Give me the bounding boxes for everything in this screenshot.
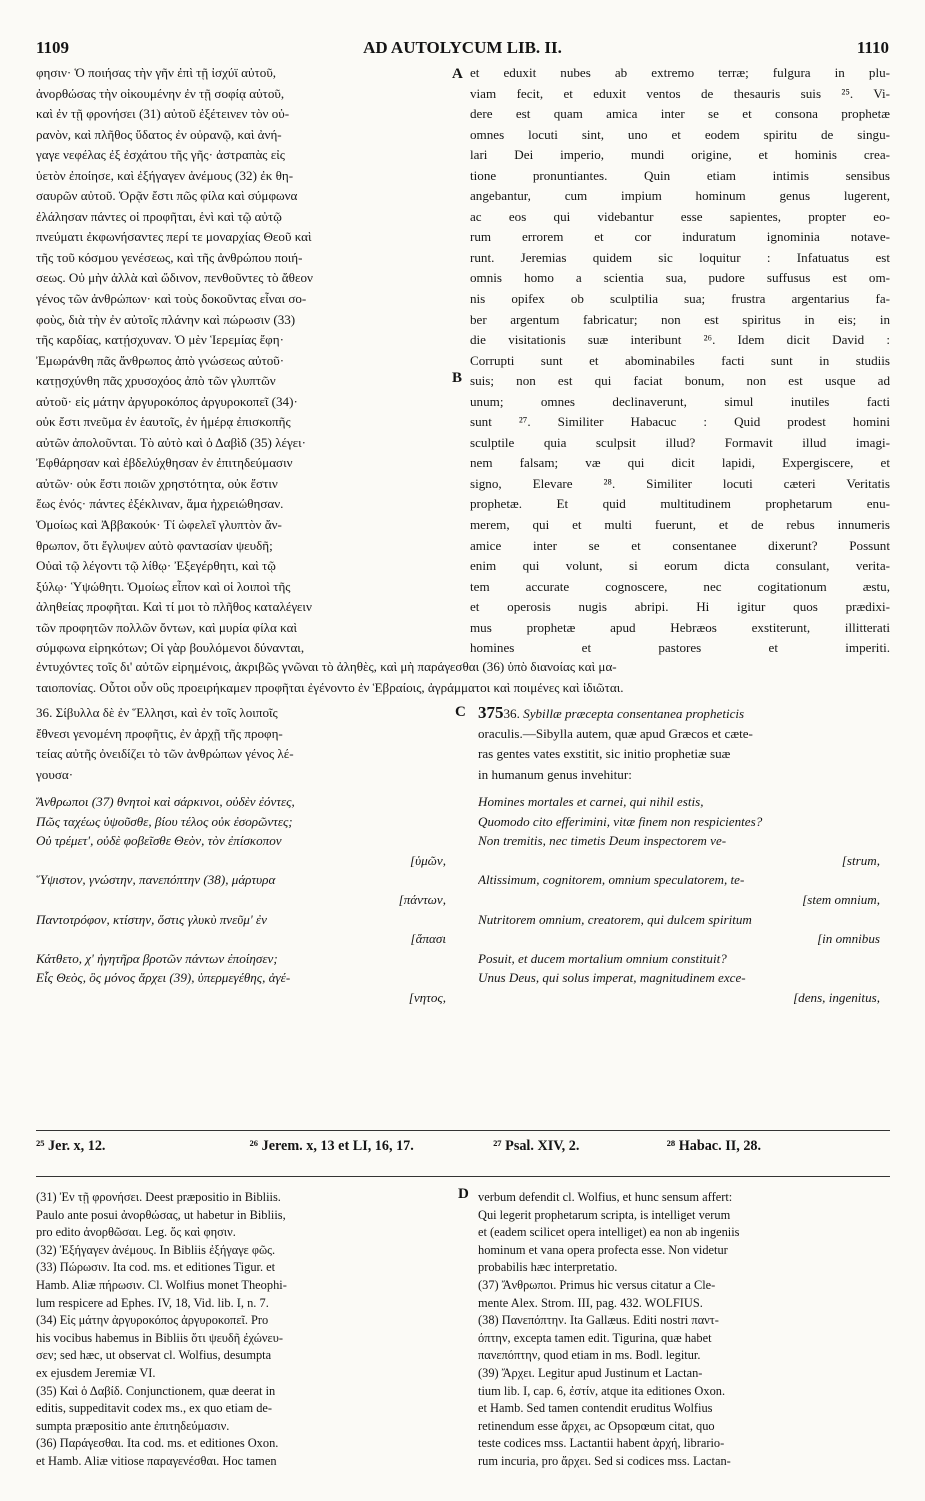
full-width-line-2: ταιοπονίας. Οὗτοι οὖν οὓς προειρήκαμεν προφῆται ἐγένοντο ἐν Ἑβραίοις, ἀγράμματοι καὶ ποιμένες καὶ ἰδιῶται. bbox=[36, 680, 624, 695]
footnote-line: lum respicere ad Ephes. IV, 18, Vid. lib. I, n. 7. bbox=[36, 1295, 269, 1310]
greek-poem bbox=[36, 792, 456, 1008]
running-header bbox=[36, 38, 889, 64]
latin-line: unum; omnes declinaverunt, simul inutiles facti bbox=[470, 393, 890, 409]
margin-marker-d: D bbox=[458, 1186, 469, 1202]
latin-line: suis; non est qui faciat bonum, non est usque ad bbox=[470, 373, 890, 389]
footnote-line: (36) Παράγεσθαι. Ita cod. ms. et editiones Oxon. bbox=[36, 1436, 279, 1451]
greek-line: ἐλάλησαν πάντες οἱ προφῆται, ἑνὶ καὶ τῷ αὐτῷ bbox=[36, 208, 282, 224]
footnote-line: (37) Ἄνθρωποι. Primus hic versus citatur a Cle- bbox=[478, 1277, 716, 1292]
greek-line: αὐτῶν· οὐκ ἔστι ποιῶν χρηστότητα, οὐκ ἔστιν bbox=[36, 475, 278, 491]
latin-line: sculptile quia sculpsit illud? Formavit illud imagi- bbox=[470, 434, 890, 450]
latin-line: prophetæ. Et quid multitudinem prophetarum enu- bbox=[470, 496, 890, 512]
greek-line: φησιν· Ὁ ποιήσας τὴν γῆν ἐπὶ τῇ ἰσχύϊ αὐτοῦ, bbox=[36, 65, 277, 80]
section-title: Sybillæ præcepta consentanea propheticis bbox=[523, 706, 745, 721]
margin-marker-c: C bbox=[455, 704, 466, 720]
greek-line: οὐκ ἔστι πνεῦμα ἐν ἑαυτοῖς, ἐν ἡμέρᾳ ἐπισκοπῆς bbox=[36, 414, 291, 430]
footnote-line: σεν; sed hæc, ut observat cl. Wolfius, desumpta bbox=[36, 1348, 272, 1363]
footnote-line: (38) Πανεπόπτην. Ita Gallæus. Editi nostri παντ- bbox=[478, 1313, 719, 1328]
footnote-line: sumpta præpositio ante ἐπιτηδεύμασιν. bbox=[36, 1418, 230, 1433]
footnote-line: teste codices mss. Lactantii habent ἀρχή, librario- bbox=[478, 1436, 725, 1451]
greek-line: ρανὸν, καὶ πλῆθος ὕδατος ἐν οὐρανῷ, καὶ ἀνή- bbox=[36, 126, 282, 142]
footnote-line: hominum et vana opera profecta esse. Non videtur bbox=[478, 1242, 728, 1257]
poem-line: [νητος, bbox=[408, 989, 446, 1005]
greek-line: σεως. Οὐ μὴν ἀλλὰ καὶ ὤδινον, πενθοῦντες τὸ ἄθεον bbox=[36, 270, 313, 286]
scripture-references bbox=[36, 1138, 890, 1155]
greek-line: τῶν προφητῶν πολλῶν ὄντων, καὶ μυρία φίλα καὶ bbox=[36, 619, 297, 635]
latin-line: angebantur, cum impium hominum genus lugerent, bbox=[470, 188, 890, 204]
footnote-line: retinendum esse ἄρχει, ac Opsopœum citat, quo bbox=[478, 1418, 715, 1433]
latin-line: Corrupti sunt et abominabiles facti sunt in studiis bbox=[470, 352, 890, 368]
poem-line: Quomodo cito efferimini, vitæ finem non respicientes? bbox=[478, 813, 763, 829]
greek-line: θρωπον, ὅτι ἔγλυψεν αὐτὸ φαντασίαν ψευδῆ; bbox=[36, 537, 273, 553]
section-number-375: 375 bbox=[478, 703, 504, 722]
reference-26: ²⁶ Jerem. x, 13 et LI, 16, 17. bbox=[249, 1138, 414, 1154]
greek-line: γαγε νεφέλας ἐξ ἐσχάτου τῆς γῆς· ἀστραπὰς εἰς bbox=[36, 147, 285, 163]
greek-line: ἀληθείας προφῆται. Καὶ τί μοι τὸ πλῆθος καταλέγειν bbox=[36, 599, 312, 615]
latin-line: in humanum genus invehitur: bbox=[478, 766, 632, 782]
latin-line: et operosis nugis abripi. Hi igitur quos prædixi- bbox=[470, 599, 890, 615]
margin-marker-b: B bbox=[452, 370, 463, 386]
latin-line: rum errorem et cor induratum ignominia notave- bbox=[470, 229, 890, 245]
latin-line: ber argentum fabricatur; non est spiritus in eis; in bbox=[470, 311, 890, 327]
latin-line: ras gentes vates exstitit, sic initio prophetiæ suæ bbox=[478, 746, 731, 762]
greek-line: καὶ ἐν τῇ φρονήσει (31) αὐτοῦ ἐξέτεινεν τὸν οὐ- bbox=[36, 106, 290, 122]
latin-line: omnes locuti sint, uno et eodem spiritu de singu- bbox=[470, 126, 890, 142]
latin-line: homines et pastores et imperiti. bbox=[470, 640, 890, 656]
footnote-line: ex ejusdem Jeremiæ VI. bbox=[36, 1365, 156, 1380]
latin-section-36 bbox=[478, 703, 890, 785]
greek-line: τῆς τοῦ κόσμου γενέσεως, καὶ τῆς ἀνθρώπου ποιή- bbox=[36, 249, 303, 265]
greek-line: ἔθνεσι γενομένη προφῆτις, ἐν ἀρχῇ τῆς προφη- bbox=[36, 725, 283, 741]
reference-28: ²⁸ Habac. II, 28. bbox=[666, 1138, 762, 1154]
greek-line: 36. Σίβυλλα δὲ ἐν Ἕλλησι, καὶ ἐν τοῖς λοιποῖς bbox=[36, 705, 278, 720]
greek-line: φοὺς, διὰ τὴν ἐν αὐτοῖς πλάνην καὶ πώρωσιν (33) bbox=[36, 311, 296, 327]
poem-line: [dens, ingenitus, bbox=[793, 989, 880, 1005]
poem-line: [πάντων, bbox=[398, 891, 446, 907]
greek-line: γένος τῶν ἀνθρώπων· καὶ τοὺς δοκοῦντας εἶναι σο- bbox=[36, 291, 307, 307]
footnote-line: όπτην, excepta tamen edit. Tigurina, quæ habet bbox=[478, 1330, 712, 1345]
greek-line: Ἐφθάρησαν καὶ ἐβδελύχθησαν ἐν ἐπιτηδεύμασιν bbox=[36, 455, 293, 471]
full-width-line-1: ἐντυχόντες τοῖς δι' αὐτῶν εἰρημένοις, ἀκριβῶς γνῶναι τὸ ἀληθὲς, καὶ μὴ παράγεσθαι (36) ὑπὸ διανοίας καὶ μα- bbox=[36, 659, 617, 674]
footnote-line: Hamb. Aliæ πήρωσιν. Cl. Wolfius monet Theophi- bbox=[36, 1277, 287, 1292]
greek-line: ξύλῳ· Ὑψώθητι. Ὁμοίως εἶπον καὶ οἱ λοιποὶ τῆς bbox=[36, 578, 291, 594]
footnote-line: Paulo ante posui ἀνορθώσας, ut habetur in Bibliis, bbox=[36, 1207, 286, 1222]
footnote-line: (39) Ἄρχει. Legitur apud Justinum et Lactan- bbox=[478, 1365, 703, 1380]
footnote-line: et (eadem scilicet opera intelliget) ea non ab ingeniis bbox=[478, 1225, 740, 1240]
latin-line: oraculis.—Sibylla autem, quæ apud Græcos et cæte- bbox=[478, 725, 753, 741]
latin-line: et eduxit nubes ab extremo terræ; fulgura in plu- bbox=[470, 65, 890, 80]
latin-line: nem falsam; væ qui dicit lapidi, Expergiscere, et bbox=[470, 455, 890, 471]
greek-line: Ὁμοίως καὶ Ἀββακούκ· Τί ὠφελεῖ γλυπτὸν ἄν- bbox=[36, 517, 282, 533]
latin-line: mus prophetæ apud Hebræos exstiterunt, illitterati bbox=[470, 619, 890, 635]
section-number: 36. bbox=[503, 706, 520, 721]
poem-line: Unus Deus, qui solus imperat, magnitudinem exce- bbox=[478, 970, 746, 986]
greek-line: κατῃσχύνθη πᾶς χρυσοχόος ἀπὸ τῶν γλυπτῶν bbox=[36, 373, 276, 389]
greek-line: σύμφωνα εἰρηκότων; Οἱ γὰρ βουλόμενοι δύνανται, bbox=[36, 640, 305, 656]
greek-column bbox=[36, 63, 456, 659]
running-title: AD AUTOLYCUM LIB. II. bbox=[363, 38, 562, 57]
margin-marker-a: A bbox=[452, 66, 463, 82]
greek-line: γουσα· bbox=[36, 766, 74, 782]
footnote-line: his vocibus habemus in Bibliis ὅτι ψευδῆ ἐχώνευ- bbox=[36, 1330, 283, 1345]
latin-line: nis opifex ob sculptilia sua; frustra argentarius fa- bbox=[470, 291, 890, 307]
footnote-line: Qui legerit prophetarum scripta, is intelliget verum bbox=[478, 1207, 731, 1222]
greek-line: ἀνορθώσας τὴν οἰκουμένην ἐν τῇ σοφίᾳ αὐτοῦ, bbox=[36, 85, 285, 101]
latin-line: enim qui volunt, si eorum dicta consulant, verita- bbox=[470, 558, 890, 574]
latin-column bbox=[470, 63, 890, 659]
reference-27: ²⁷ Psal. XIV, 2. bbox=[493, 1138, 580, 1154]
footnote-line: pro edito ἀνορθῶσαι. Leg. ὅς καὶ φησιν. bbox=[36, 1225, 236, 1240]
poem-line: [strum, bbox=[841, 852, 880, 868]
greek-line: τείας αὐτῆς ὀνειδίζει τὸ τῶν ἀνθρώπων γένος λέ- bbox=[36, 746, 294, 762]
latin-line: ac eos qui videbantur esse sapientes, propter eo- bbox=[470, 208, 890, 224]
poem-line: Ἄνθρωποι (37) θνητοὶ καὶ σάρκινοι, οὐδὲν ἐόντες, bbox=[36, 794, 295, 809]
greek-line: ὑετὸν ἐποίησε, καὶ ἐξήγαγεν ἀνέμους (32) ἐκ θη- bbox=[36, 167, 294, 183]
poem-line: [stem omnium, bbox=[802, 891, 880, 907]
latin-line: runt. Jeremias quidem sic loquitur : Infatuatus est bbox=[470, 249, 890, 265]
latin-line: tione pronuntiantes. Quin etiam intimis sensibus bbox=[470, 167, 890, 183]
poem-line: Homines mortales et carnei, qui nihil estis, bbox=[478, 794, 704, 809]
latin-line: tem accurate cognoscere, nec cogitationum æstu, bbox=[470, 578, 890, 594]
greek-line: Οὐαὶ τῷ λέγοντι τῷ λίθῳ· Ἐξεγέρθητι, καὶ τῷ bbox=[36, 558, 276, 574]
greek-line: αὐτοῦ· εἰς μάτην ἀργυροκόπος ἀργυροκοπεῖ (34)· bbox=[36, 393, 298, 409]
poem-line: Ὕψιστον, γνώστην, πανεπόπτην (38), μάρτυρα bbox=[36, 872, 276, 888]
poem-line: [ἅπασι bbox=[410, 931, 446, 947]
latin-section-36-lines bbox=[478, 724, 890, 786]
latin-line: viam fecit, et eduxit ventos de thesauris suis ²⁵. Vi- bbox=[470, 85, 890, 101]
latin-line: sunt ²⁷. Similiter Habacuc : Quid prodest homini bbox=[470, 414, 890, 430]
latin-line: omnis homo a scientia sua, pudore suffusus est om- bbox=[470, 270, 890, 286]
footnote-line: verbum defendit cl. Wolfius, et hunc sensum affert: bbox=[478, 1190, 733, 1204]
latin-section-36-heading bbox=[478, 703, 890, 724]
footnote-line: (31) Ἐν τῇ φρονήσει. Deest præpositio in Bibliis. bbox=[36, 1190, 281, 1204]
poem-line: Nutritorem omnium, creatorem, qui dulcem spiritum bbox=[478, 911, 752, 927]
footnote-line: (34) Εἰς μάτην ἀργυροκόπος ἀργυροκοπεῖ. Pro bbox=[36, 1313, 269, 1328]
footnotes-left bbox=[36, 1189, 456, 1471]
greek-line: αὐτῶν ἀπολοῦνται. Τὸ αὐτὸ καὶ ὁ Δαβὶδ (35) λέγει· bbox=[36, 434, 306, 450]
poem-line: Κάτθετο, χ' ἡγητῆρα βροτῶν πάντων ἐποίησεν; bbox=[36, 950, 278, 966]
latin-line: merem, qui et multi fuerunt, et de rebus innumeris bbox=[470, 517, 890, 533]
greek-section-36 bbox=[36, 703, 451, 785]
latin-line: amice inter se et consentanee dixerunt? Possunt bbox=[470, 537, 890, 553]
poem-line: Altissimum, cognitorem, omnium speculatorem, te- bbox=[478, 872, 745, 888]
footnote-line: (35) Καὶ ὁ Δαβίδ. Conjunctionem, quæ deerat in bbox=[36, 1383, 276, 1398]
latin-line: dere est quam amica inter se et consona prophetæ bbox=[470, 106, 890, 122]
footnote-line: (33) Πώρωσιν. Ita cod. ms. et editiones Tigur. et bbox=[36, 1260, 276, 1275]
latin-line: die visitationis suæ interibunt ²⁶. Idem dicit David : bbox=[470, 332, 890, 348]
latin-line: signo, Elevare ²⁸. Similiter locuti cæteri Veritatis bbox=[470, 475, 890, 491]
poem-line: Non tremitis, nec timetis Deum inspectorem ve- bbox=[478, 833, 727, 849]
poem-line: Πῶς ταχέως ὑψοῦσθε, βίου τέλος οὐκ ἐσορῶντες; bbox=[36, 813, 293, 829]
footnote-line: editis, suppeditavit codex ms., ex quo etiam de- bbox=[36, 1401, 273, 1416]
footnote-line: rum incuria, pro ἄρχει. Sed si codices mss. Lactan- bbox=[478, 1453, 731, 1468]
greek-line: τῆς καρδίας, κατῄσχυναν. Ὁ μὲν Ἱερεμίας ἔφη· bbox=[36, 332, 284, 348]
footnote-line: (32) Ἐξήγαγεν ἀνέμους. In Bibliis ἐξήγαγε φῶς. bbox=[36, 1242, 276, 1257]
left-page-number: 1109 bbox=[36, 38, 70, 57]
footnote-line: et Hamb. Sed tamen contendit eruditus Wolfius bbox=[478, 1401, 713, 1416]
footnote-line: et Hamb. Aliæ vitiose παραγενέσθαι. Hoc tamen bbox=[36, 1453, 277, 1468]
latin-line: lari Dei imperio, mundi origine, et hominis crea- bbox=[470, 147, 890, 163]
greek-line: ἕως ἑνός· πάντες ἐξέκλιναν, ἅμα ἠχρειώθησαν. bbox=[36, 496, 284, 512]
greek-line: σαυρῶν αὐτοῦ. Ὁρᾷν ἔστι πῶς φίλα καὶ σύμφωνα bbox=[36, 188, 298, 204]
greek-line: Ἐμωράνθη πᾶς ἄνθρωπος ἀπὸ γνώσεως αὐτοῦ· bbox=[36, 352, 285, 368]
latin-poem bbox=[478, 792, 890, 1008]
references-rule bbox=[36, 1130, 890, 1131]
poem-line: Παντοτρόφον, κτίστην, ὅστις γλυκὺ πνεῦμ' ἐν bbox=[36, 911, 267, 927]
reference-25: ²⁵ Jer. x, 12. bbox=[36, 1138, 106, 1154]
footnote-line: tium lib. I, cap. 6, ἐστίν, atque ita editiones Oxon. bbox=[478, 1383, 726, 1398]
poem-line: [in omnibus bbox=[817, 931, 880, 947]
footnote-line: probabilis hæc interpretatio. bbox=[478, 1260, 618, 1275]
notes-rule bbox=[36, 1176, 890, 1177]
poem-line: Posuit, et ducem mortalium omnium constituit? bbox=[478, 950, 727, 966]
poem-line: Εἷς Θεὸς, ὃς μόνος ἄρχει (39), ὑπερμεγέθης, ἀγέ- bbox=[36, 970, 291, 986]
greek-line: πνεύματι ἐκφωνήσαντες περί τε μοναρχίας Θεοῦ καὶ bbox=[36, 229, 312, 245]
poem-line: [ὑμῶν, bbox=[409, 852, 446, 868]
footnote-line: πανεπόπτην, quod etiam in ms. Bodl. legitur. bbox=[478, 1348, 701, 1363]
footnote-line: mente Alex. Strom. III, pag. 432. WOLFIUS. bbox=[478, 1295, 703, 1310]
footnotes-right bbox=[478, 1189, 890, 1471]
poem-line: Οὐ τρέμετ', οὐδὲ φοβεῖσθε Θεὸν, τὸν ἐπίσκοπον bbox=[36, 833, 282, 849]
right-page-number: 1110 bbox=[856, 38, 889, 57]
